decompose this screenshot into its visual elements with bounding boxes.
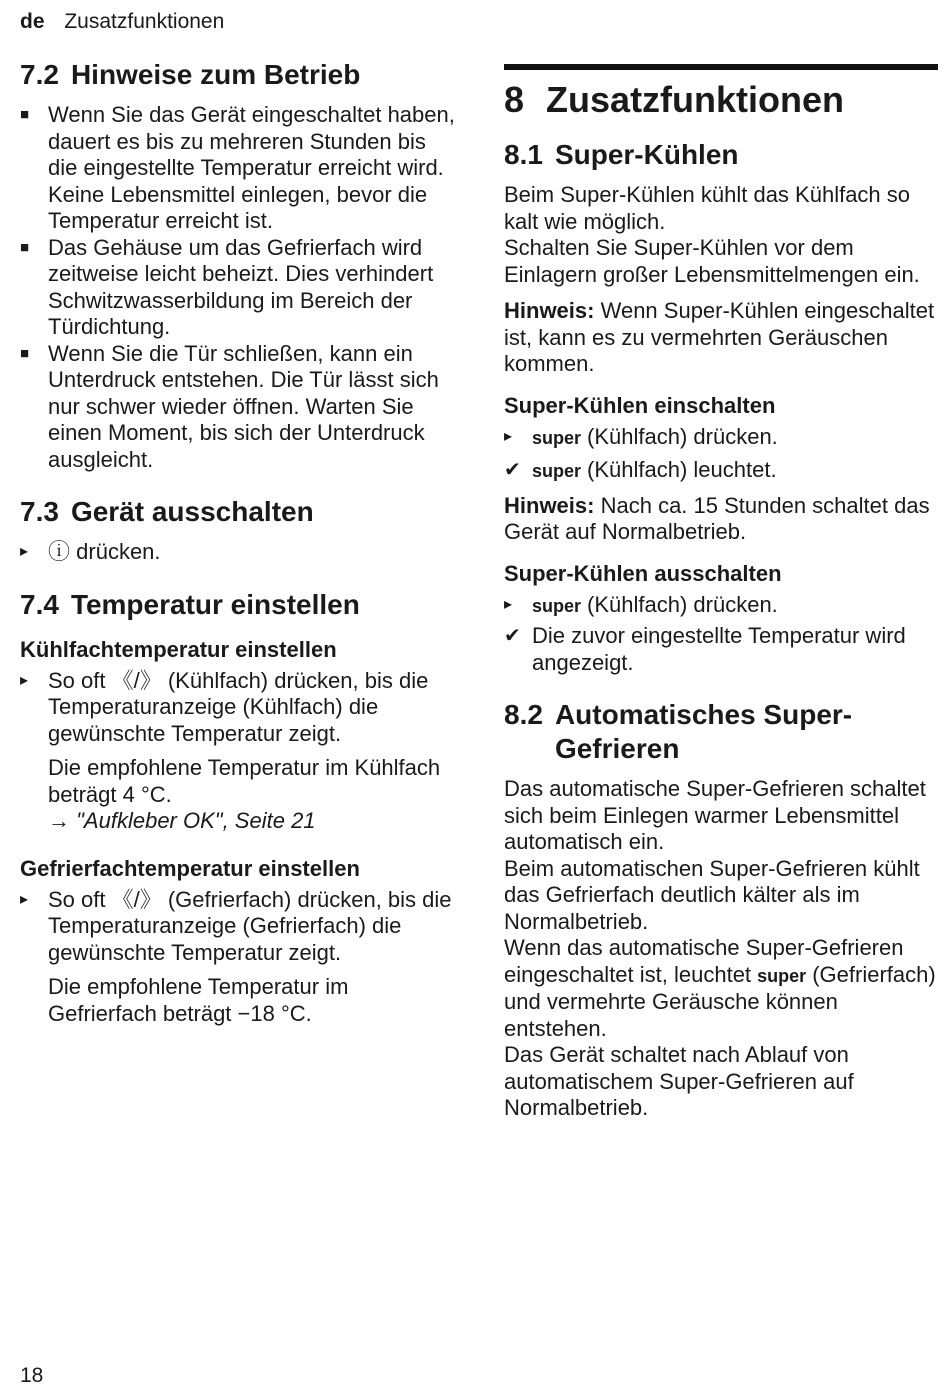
step-text: So oft [48,667,106,693]
section-title: Super-Kühlen [554,139,739,170]
paragraph: Beim automatischen Super-Gefrieren kühlt das Gefrierfach deutlich kälter als im Normalbetrieb. [504,855,920,934]
section-8-1-heading [504,138,938,172]
note-text: Die empfohlene Temperatur im Gefrierfach beträgt −18 °C. [48,974,349,1026]
chapter-number: 8 [504,79,525,120]
square-bullet-icon: ■ [20,106,30,123]
page-number: 18 [20,1364,44,1387]
section-number: 8.1 [504,139,543,170]
arrow-right-icon: → [48,808,70,833]
checkmark-icon: ✔ [504,459,521,481]
subheading-fridge-temperature: Kühlfachtemperatur einstellen [20,636,337,662]
paragraph: Das Gerät schaltet nach Ablauf von automatischem Super-Gefrieren auf Normalbetrieb. [504,1042,854,1120]
section-7-4-heading [20,588,460,622]
result-text: (Kühlfach) leuchtet. [587,457,777,482]
link-text[interactable]: "Aufkleber OK", Seite 21 [76,808,316,833]
triangle-step-icon: ▸ [504,427,513,445]
temperature-arrows-icon: 《/》 [111,886,162,912]
step-item [504,592,938,620]
result-item [504,623,938,676]
power-icon: ⓘ [48,539,71,564]
right-column [504,64,938,1132]
list-item [20,341,460,474]
section-title: Hinweise zum Betrieb [70,59,361,90]
step-text: drücken. [76,539,161,564]
square-bullet-icon: ■ [20,344,30,362]
paragraph: Wenn das automatische Super-Gefrieren eingeschaltet ist, leuchtet super (Gefrierfach) und vermehrte Geräusche können entstehen. [504,935,936,1041]
hint-text: Nach ca. 15 Stunden schaltet das Gerät auf Normalbetrieb. [504,492,930,544]
section-7-2-heading [20,58,460,92]
step-item [504,424,938,452]
step-text: (Gefrierfach) drücken, bis die Temperaturanzeige (Gefrierfach) die gewünschte Temperatur zeigt. [48,886,452,965]
triangle-step-icon: ▸ [20,543,29,560]
section-number: 8.2 [504,699,543,730]
list-item [20,235,460,341]
triangle-step-icon: ▸ [20,890,29,908]
step-text: (Kühlfach) drücken. [587,423,778,449]
bullet-text: Wenn Sie das Gerät eingeschaltet haben, dauert es bis zu mehreren Stunden bis die eingestellte Temperatur erreicht wird. Keine Lebensmittel einlegen, bevor die Temperatur erreicht ist. [48,102,455,233]
temperature-arrows-icon: 《/》 [111,667,162,693]
hint-label: Hinweis: [504,492,595,518]
language-code: de [20,10,45,33]
header-section-title: Zusatzfunktionen [64,10,225,33]
bullet-text: Wenn Sie die Tür schließen, kann ein Unterdruck entstehen. Die Tür lässt sich nur schwer wieder öffnen. Warten Sie einen Moment, bis sich der Unterdruck ausgleicht. [48,340,439,472]
result-item [504,457,938,485]
subheading-freezer-temperature: Gefrierfachtemperatur einstellen [20,855,360,881]
left-column [20,58,460,1033]
step-text: (Kühlfach) drücken. [587,591,778,617]
checkmark-icon: ✔ [504,625,521,647]
super-button-icon: super [532,427,582,448]
step-item [20,539,460,566]
bullet-text: Das Gehäuse um das Gefrierfach wird zeitweise leicht beheizt. Dies verhindert Schwitzwasserbildung im Bereich der Türdichtung. [48,234,434,339]
list-item [20,102,460,235]
subheading-super-cool-on: Super-Kühlen einschalten [504,392,776,418]
triangle-step-icon: ▸ [504,595,513,613]
cross-reference-link[interactable] [20,808,460,835]
square-bullet-icon: ■ [20,238,30,256]
chapter-title: Zusatzfunktionen [546,79,845,120]
chapter-8-heading [504,78,938,122]
paragraph: Das automatische Super-Gefrieren schaltet sich beim Einlegen warmer Lebensmittel automatisch ein. [504,776,926,854]
note-text: Die empfohlene Temperatur im Kühlfach beträgt 4 °C. [48,755,441,807]
paragraph: Beim Super-Kühlen kühlt das Kühlfach so kalt wie möglich. [504,182,911,234]
step-item [20,668,460,748]
page-header [20,9,224,35]
section-title: Temperatur einstellen [70,588,360,620]
hint-label: Hinweis: [504,298,595,323]
super-button-icon: super [532,595,582,616]
super-button-icon: super [757,965,807,986]
subheading-super-cool-off: Super-Kühlen ausschalten [504,560,782,586]
step-text: So oft [48,886,106,912]
super-button-icon: super [532,461,582,481]
hint-paragraph [504,298,938,378]
hint-text: Wenn Super-Kühlen eingeschaltet ist, kann es zu vermehrten Geräuschen kommen. [504,298,935,376]
section-number: 7.4 [20,588,59,620]
section-number: 7.2 [20,59,59,90]
hint-paragraph [504,493,938,546]
section-8-2-heading [504,698,938,766]
paragraph: Schalten Sie Super-Kühlen vor dem Einlagern großer Lebensmittelmengen ein. [504,235,920,287]
section-title: Automatisches Super-Gefrieren [554,699,853,764]
triangle-step-icon: ▸ [20,671,29,689]
result-text: Die zuvor eingestellte Temperatur wird angezeigt. [532,623,906,675]
section-title: Gerät ausschalten [70,496,314,527]
section-number: 7.3 [20,496,59,527]
section-7-3-heading [20,495,460,529]
step-text: (Kühlfach) drücken, bis die Temperaturanzeige (Kühlfach) die gewünschte Temperatur zeigt. [48,667,429,746]
step-item [20,887,460,967]
